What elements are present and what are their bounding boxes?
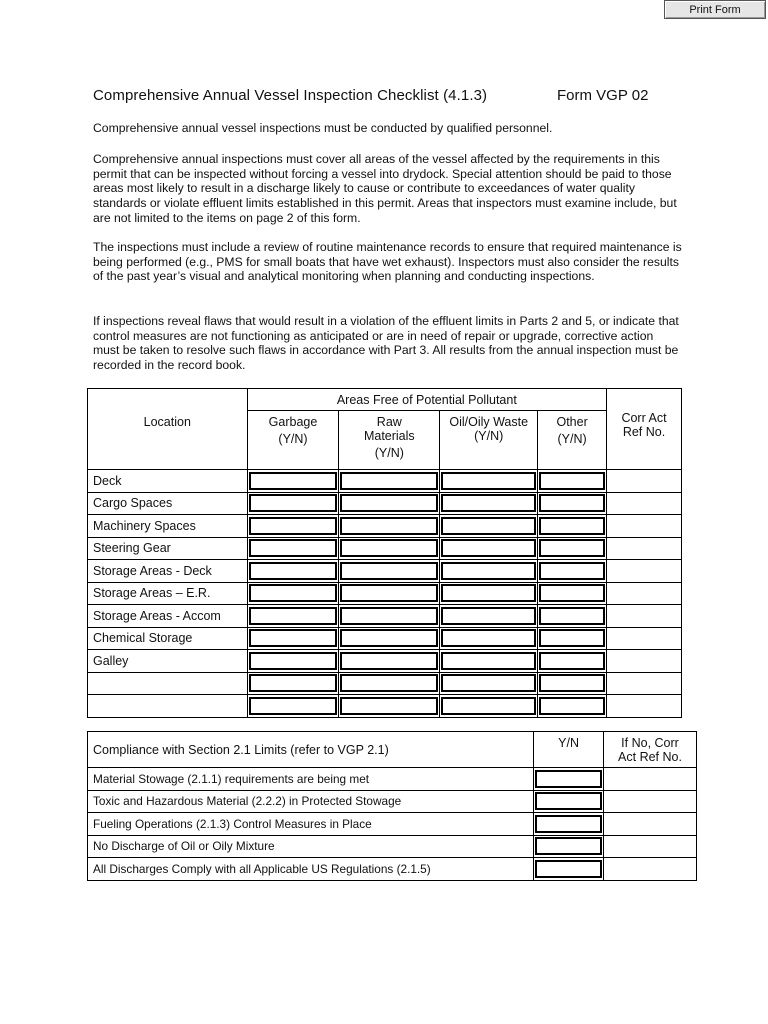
- raw-input[interactable]: [340, 494, 438, 512]
- yn-cell: [534, 858, 604, 881]
- raw-cell: [339, 492, 440, 515]
- location-label: Chemical Storage: [88, 627, 248, 650]
- table-row: [88, 695, 682, 718]
- yn-input[interactable]: [535, 860, 602, 878]
- table-row: [88, 605, 682, 628]
- corr-act-ref-cell[interactable]: [607, 695, 682, 718]
- raw-cell: [339, 537, 440, 560]
- raw-input[interactable]: [340, 607, 438, 625]
- corr-act-ref-cell[interactable]: [604, 813, 697, 836]
- other-cell: [538, 492, 607, 515]
- other-input[interactable]: [539, 494, 605, 512]
- oil-input[interactable]: [441, 674, 536, 692]
- oil-input[interactable]: [441, 607, 536, 625]
- garbage-input[interactable]: [249, 539, 338, 557]
- garbage-cell: [247, 582, 339, 605]
- raw-cell: [339, 627, 440, 650]
- garbage-input[interactable]: [249, 674, 338, 692]
- oil-input[interactable]: [441, 562, 536, 580]
- garbage-input[interactable]: [249, 652, 338, 670]
- oil-input[interactable]: [441, 494, 536, 512]
- garbage-input[interactable]: [249, 584, 338, 602]
- garbage-input[interactable]: [249, 562, 338, 580]
- garbage-cell: [247, 470, 339, 493]
- table-row: [88, 835, 697, 858]
- table-row: [88, 858, 697, 881]
- other-input[interactable]: [539, 674, 605, 692]
- location-label: [88, 672, 248, 695]
- compliance-table: [87, 731, 697, 881]
- location-label: Deck: [88, 470, 248, 493]
- compliance-item-label: No Discharge of Oil or Oily Mixture: [88, 835, 534, 858]
- corr-act-header: Corr Act Ref No.: [607, 411, 682, 470]
- table-row: [88, 627, 682, 650]
- corr-act-ref-cell[interactable]: [607, 470, 682, 493]
- corr-act-header-2: If No, Corr Act Ref No.: [604, 732, 697, 768]
- garbage-cell: [247, 537, 339, 560]
- other-input[interactable]: [539, 697, 605, 715]
- table-row: [88, 470, 682, 493]
- other-input[interactable]: [539, 562, 605, 580]
- oil-cell: [440, 560, 538, 583]
- garbage-cell: [247, 695, 339, 718]
- yn-input[interactable]: [535, 837, 602, 855]
- pollutant-areas-table: [87, 388, 682, 718]
- oil-cell: [440, 650, 538, 673]
- garbage-header: Garbage (Y/N): [247, 411, 339, 470]
- corr-act-ref-cell[interactable]: [607, 492, 682, 515]
- other-cell: [538, 515, 607, 538]
- oil-cell: [440, 605, 538, 628]
- raw-input[interactable]: [340, 652, 438, 670]
- corr-header-spacer: [607, 389, 682, 411]
- raw-cell: [339, 672, 440, 695]
- oil-header: Oil/Oily Waste (Y/N): [440, 411, 538, 470]
- yn-cell: [534, 835, 604, 858]
- garbage-input[interactable]: [249, 472, 338, 490]
- oil-cell: [440, 470, 538, 493]
- corr-act-ref-cell[interactable]: [604, 790, 697, 813]
- garbage-cell: [247, 605, 339, 628]
- table-row: [88, 672, 682, 695]
- form-id: Form VGP 02: [557, 87, 649, 104]
- compliance-header: Compliance with Section 2.1 Limits (refer to VGP 2.1): [88, 732, 534, 768]
- oil-input[interactable]: [441, 472, 536, 490]
- garbage-input[interactable]: [249, 517, 338, 535]
- raw-input[interactable]: [340, 472, 438, 490]
- yn-input[interactable]: [535, 815, 602, 833]
- oil-input[interactable]: [441, 697, 536, 715]
- raw-cell: [339, 605, 440, 628]
- oil-cell: [440, 627, 538, 650]
- garbage-cell: [247, 492, 339, 515]
- corr-act-ref-cell[interactable]: [607, 560, 682, 583]
- oil-cell: [440, 515, 538, 538]
- other-cell: [538, 695, 607, 718]
- oil-input[interactable]: [441, 539, 536, 557]
- raw-cell: [339, 515, 440, 538]
- oil-input[interactable]: [441, 517, 536, 535]
- form-title: Comprehensive Annual Vessel Inspection Checklist (4.1.3): [93, 87, 488, 104]
- raw-input[interactable]: [340, 629, 438, 647]
- raw-input[interactable]: [340, 517, 438, 535]
- table-row: [88, 582, 682, 605]
- intro-paragraph-4: If inspections reveal flaws that would result in a violation of the effluent limits in Parts 2 and 5, or indicate that control measures are not functioning as anticipated or are in need of repair or upgrade, corrective action must be taken to resolve such flaws in accordance with Part 3. All results from the annual inspection must be recorded in the record book.: [93, 314, 679, 373]
- corr-act-ref-cell[interactable]: [607, 605, 682, 628]
- location-label: Storage Areas – E.R.: [88, 582, 248, 605]
- corr-act-ref-cell[interactable]: [604, 858, 697, 881]
- other-input[interactable]: [539, 472, 605, 490]
- compliance-item-label: All Discharges Comply with all Applicable US Regulations (2.1.5): [88, 858, 534, 881]
- location-label: [88, 695, 248, 718]
- other-cell: [538, 537, 607, 560]
- compliance-item-label: Toxic and Hazardous Material (2.2.2) in Protected Stowage: [88, 790, 534, 813]
- garbage-input[interactable]: [249, 494, 338, 512]
- corr-act-ref-cell[interactable]: [604, 835, 697, 858]
- table-row: [88, 650, 682, 673]
- yn-header: Y/N: [534, 732, 604, 768]
- intro-paragraph-3: The inspections must include a review of routine maintenance records to ensure that required maintenance is being performed (e.g., PMS for small boats that have wet exhaust). Inspectors must also consider the results of the past year’s visual and analytical monitoring when planning and conducting inspections.: [93, 240, 682, 284]
- oil-cell: [440, 672, 538, 695]
- corr-act-ref-cell[interactable]: [604, 768, 697, 791]
- raw-input[interactable]: [340, 584, 438, 602]
- oil-cell: [440, 492, 538, 515]
- raw-cell: [339, 470, 440, 493]
- oil-cell: [440, 695, 538, 718]
- raw-cell: [339, 560, 440, 583]
- other-input[interactable]: [539, 584, 605, 602]
- table-row: [88, 790, 697, 813]
- other-cell: [538, 560, 607, 583]
- corr-act-ref-cell[interactable]: [607, 627, 682, 650]
- other-cell: [538, 470, 607, 493]
- oil-cell: [440, 537, 538, 560]
- table-row: [88, 768, 697, 791]
- other-input[interactable]: [539, 539, 605, 557]
- yn-cell: [534, 790, 604, 813]
- yn-cell: [534, 768, 604, 791]
- garbage-input[interactable]: [249, 629, 338, 647]
- raw-cell: [339, 582, 440, 605]
- other-cell: [538, 650, 607, 673]
- yn-input[interactable]: [535, 792, 602, 810]
- location-label: Machinery Spaces: [88, 515, 248, 538]
- location-label: Steering Gear: [88, 537, 248, 560]
- oil-cell: [440, 582, 538, 605]
- raw-input[interactable]: [340, 562, 438, 580]
- table-row: [88, 492, 682, 515]
- other-header: Other (Y/N): [538, 411, 607, 470]
- raw-input[interactable]: [340, 539, 438, 557]
- corr-act-ref-cell[interactable]: [607, 650, 682, 673]
- garbage-input[interactable]: [249, 607, 338, 625]
- oil-input[interactable]: [441, 584, 536, 602]
- other-input[interactable]: [539, 652, 605, 670]
- other-input[interactable]: [539, 629, 605, 647]
- intro-paragraph-2: Comprehensive annual inspections must cover all areas of the vessel affected by the requirements in this permit that can be inspected without forcing a vessel into drydock. Special attention should be paid to those areas most likely to result in a discharge likely to cause or contribute to exceedances of water quality standards or violate effluent limits established in this permit. Areas that inspectors must examine include, but are not limited to the items on page 2 of this form.: [93, 152, 677, 225]
- print-form-button[interactable]: Print Form: [664, 0, 766, 19]
- compliance-item-label: Material Stowage (2.1.1) requirements are being met: [88, 768, 534, 791]
- raw-cell: [339, 695, 440, 718]
- garbage-cell: [247, 627, 339, 650]
- table-row: [88, 515, 682, 538]
- oil-input[interactable]: [441, 652, 536, 670]
- oil-input[interactable]: [441, 629, 536, 647]
- other-cell: [538, 605, 607, 628]
- table-row: [88, 537, 682, 560]
- garbage-cell: [247, 515, 339, 538]
- garbage-input[interactable]: [249, 697, 338, 715]
- garbage-cell: [247, 560, 339, 583]
- raw-materials-header: Raw Materials (Y/N): [339, 411, 440, 470]
- yn-cell: [534, 813, 604, 836]
- raw-input[interactable]: [340, 674, 438, 692]
- corr-act-ref-cell[interactable]: [607, 515, 682, 538]
- garbage-cell: [247, 650, 339, 673]
- compliance-item-label: Fueling Operations (2.1.3) Control Measures in Place: [88, 813, 534, 836]
- raw-cell: [339, 650, 440, 673]
- location-label: Storage Areas - Accom: [88, 605, 248, 628]
- corr-act-ref-cell[interactable]: [607, 672, 682, 695]
- location-label: Galley: [88, 650, 248, 673]
- location-header: Location: [88, 389, 248, 470]
- corr-act-ref-cell[interactable]: [607, 582, 682, 605]
- location-label: Cargo Spaces: [88, 492, 248, 515]
- raw-input[interactable]: [340, 697, 438, 715]
- garbage-cell: [247, 672, 339, 695]
- intro-paragraph-1: Comprehensive annual vessel inspections must be conducted by qualified personnel.: [93, 121, 553, 135]
- other-input[interactable]: [539, 517, 605, 535]
- other-input[interactable]: [539, 607, 605, 625]
- yn-input[interactable]: [535, 770, 602, 788]
- other-cell: [538, 582, 607, 605]
- other-cell: [538, 672, 607, 695]
- location-label: Storage Areas - Deck: [88, 560, 248, 583]
- table-row: [88, 560, 682, 583]
- table-row: [88, 813, 697, 836]
- other-cell: [538, 627, 607, 650]
- corr-act-ref-cell[interactable]: [607, 537, 682, 560]
- areas-free-header: Areas Free of Potential Pollutant: [247, 389, 606, 411]
